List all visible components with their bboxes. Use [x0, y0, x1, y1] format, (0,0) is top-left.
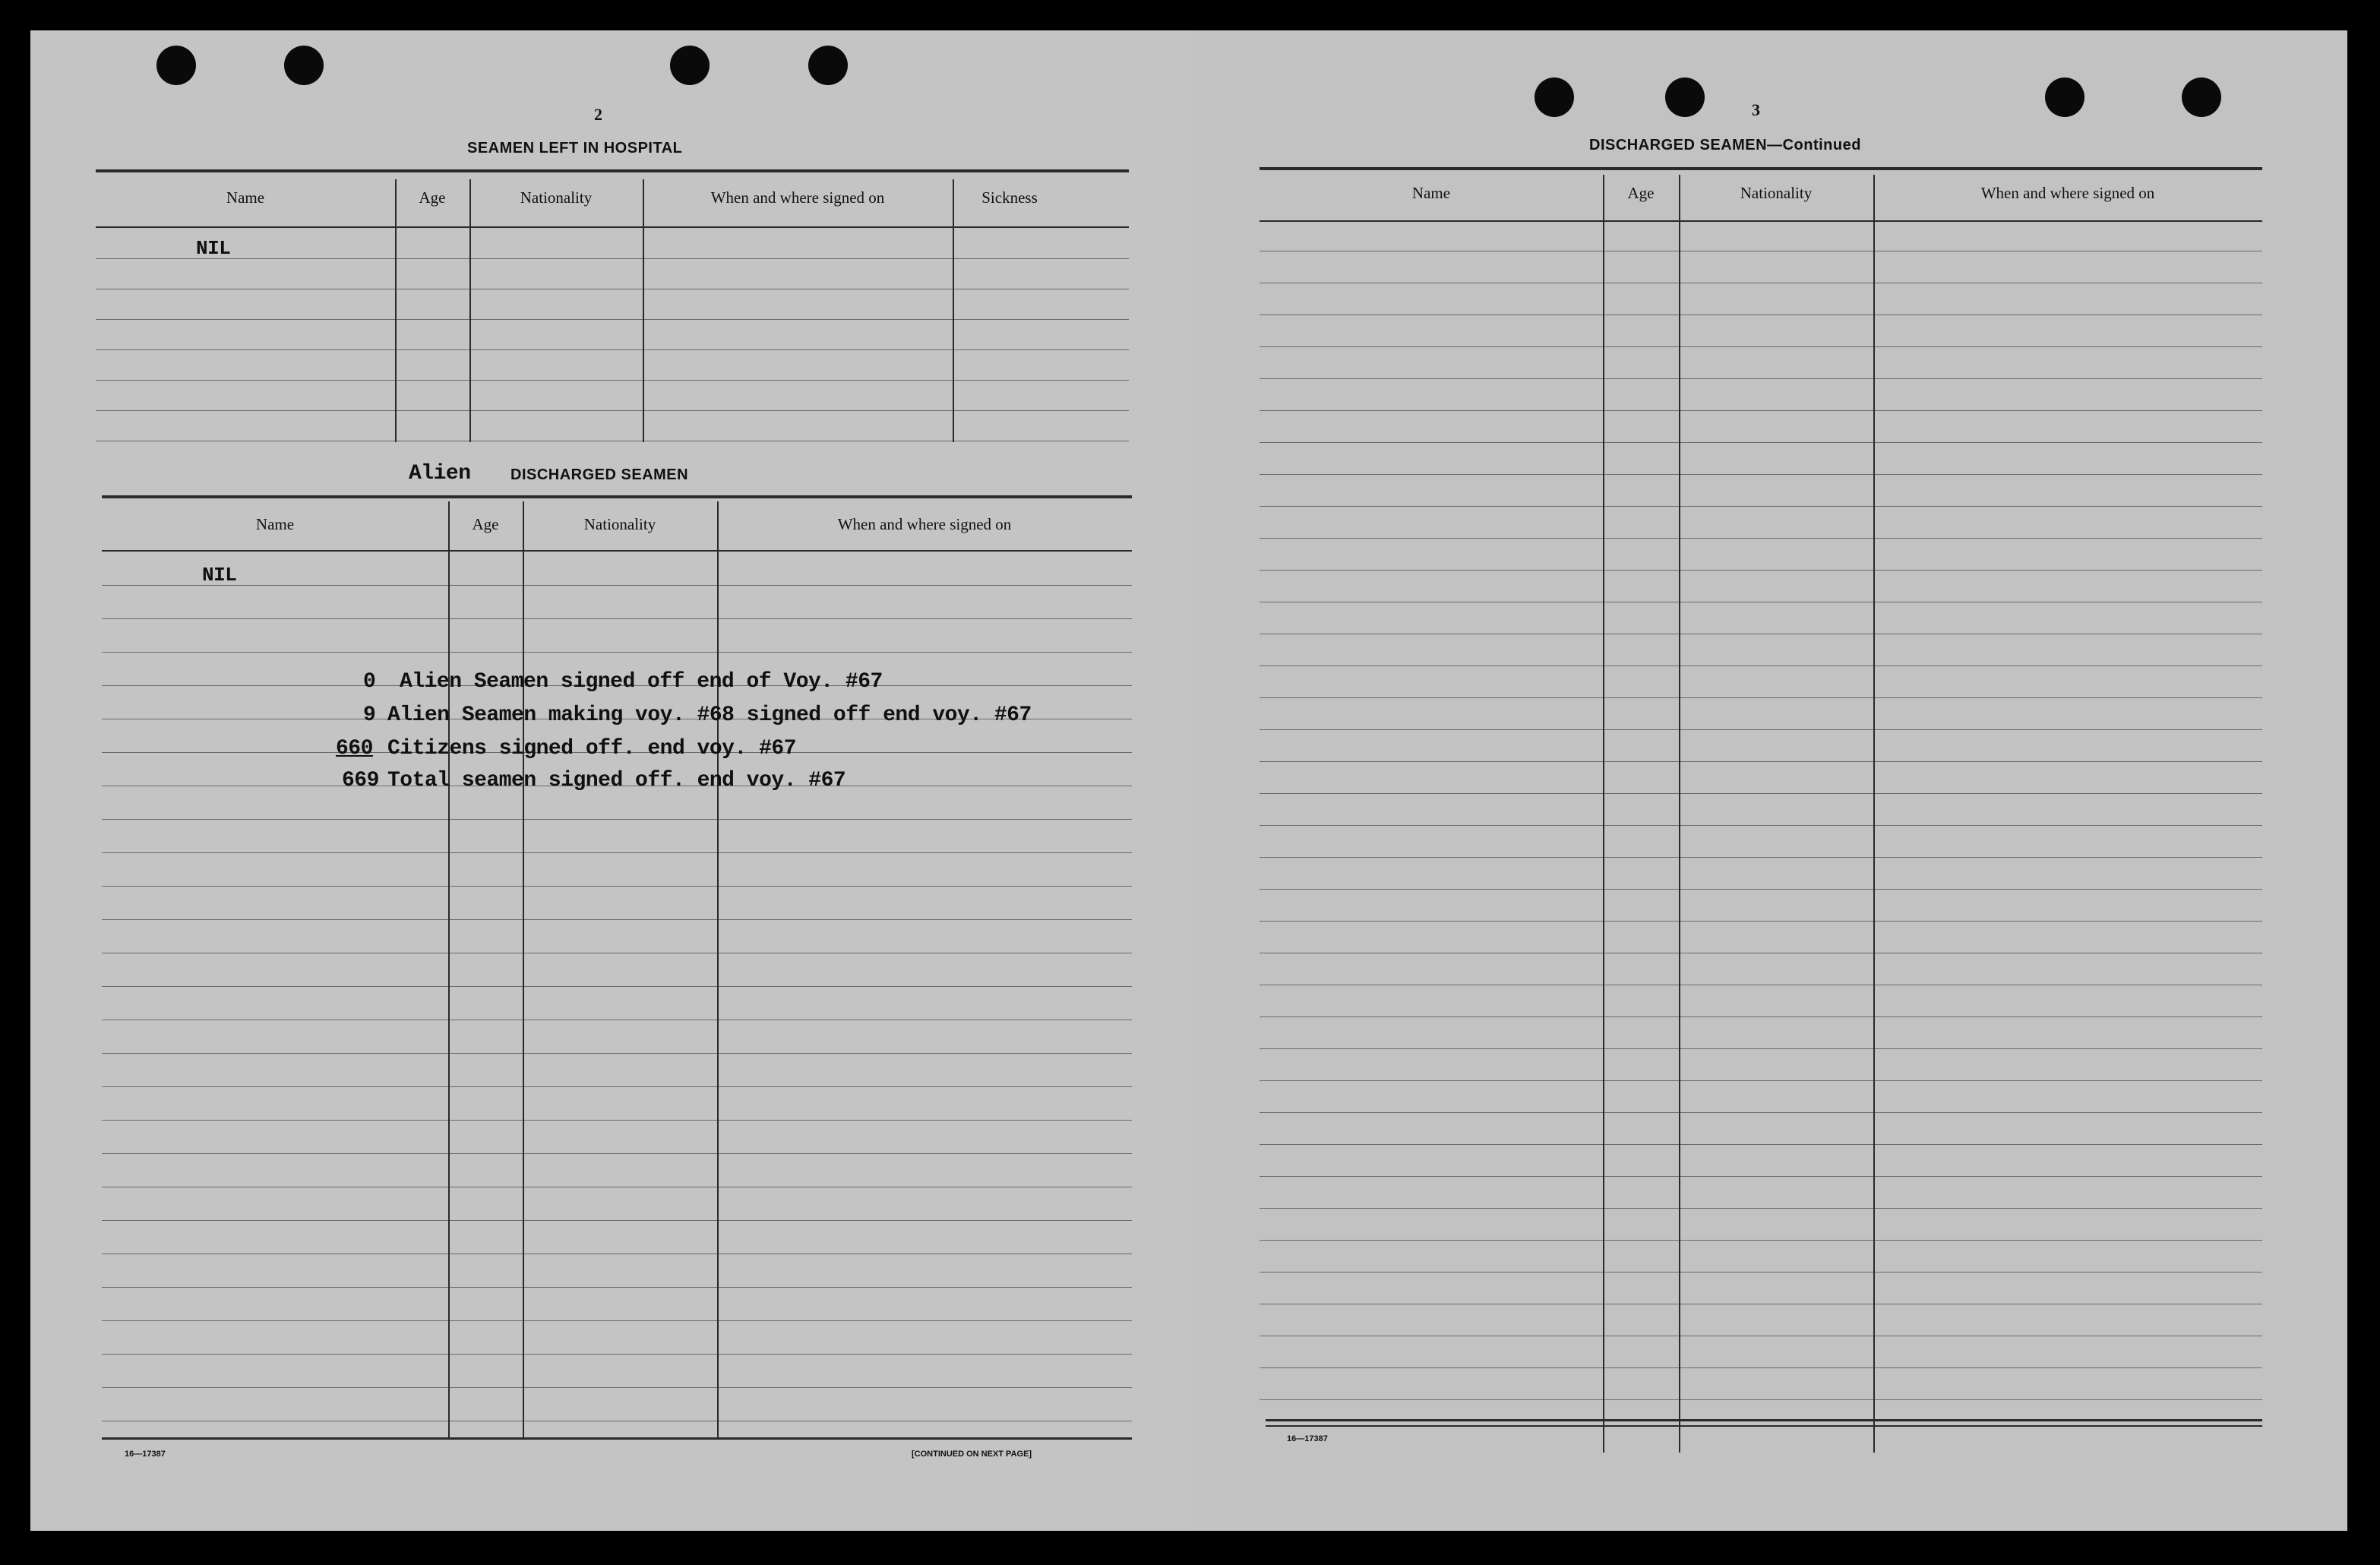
punch-hole: [670, 46, 710, 85]
ruled-line: [1260, 1144, 2262, 1145]
ruled-line: [1260, 1112, 2262, 1113]
punch-hole: [808, 46, 848, 85]
summary-text: Total seamen signed off. end voy. #67: [387, 769, 846, 792]
table-top-rule: [102, 495, 1132, 498]
ruled-line: [1260, 1208, 2262, 1209]
column-divider: [448, 501, 450, 1437]
punch-hole: [2045, 77, 2084, 117]
ruled-line: [102, 852, 1132, 853]
continued-note: [CONTINUED ON NEXT PAGE]: [912, 1450, 1032, 1459]
ruled-line: [1260, 410, 2262, 411]
column-header-age: Age: [419, 188, 446, 207]
column-header-name: Name: [255, 515, 295, 533]
ruled-line: [1260, 1080, 2262, 1081]
ruled-line: [1260, 1048, 2262, 1049]
punch-hole: [1665, 77, 1705, 117]
column-divider: [523, 501, 524, 1437]
column-divider: [469, 179, 471, 442]
form-number: 16—17387: [125, 1450, 166, 1459]
ruled-line: [102, 1320, 1132, 1321]
column-header-signed-on: When and where signed on: [1980, 184, 2155, 202]
ruled-line: [1260, 857, 2262, 858]
header-rule: [1260, 220, 2262, 222]
ruled-line: [102, 1053, 1132, 1054]
ruled-line: [102, 1354, 1132, 1355]
ruled-line: [1260, 1399, 2262, 1400]
table-bottom-rule: [1266, 1419, 2262, 1421]
ruled-line: [1260, 506, 2262, 507]
ruled-line: [1260, 793, 2262, 794]
ruled-line: [102, 1120, 1132, 1121]
column-header-nationality: Nationality: [583, 515, 656, 533]
form-number: 16—17387: [1287, 1434, 1328, 1443]
ruled-line: [96, 349, 1129, 350]
punch-hole: [284, 46, 324, 85]
ruled-line: [96, 380, 1129, 381]
ruled-line: [1260, 1016, 2262, 1017]
ruled-line: [96, 319, 1129, 320]
column-divider: [953, 179, 954, 442]
column-header-signed-on: When and where signed on: [710, 188, 885, 207]
column-divider: [717, 501, 719, 1437]
right-page: [1193, 30, 2347, 1531]
ruled-line: [1260, 570, 2262, 571]
table-bottom-rule: [102, 1437, 1132, 1440]
summary-count: 660: [336, 737, 373, 760]
ruled-line: [1260, 346, 2262, 347]
header-rule: [102, 550, 1132, 552]
punch-hole: [1535, 77, 1574, 117]
summary-count: 669: [342, 769, 379, 792]
ruled-line: [102, 919, 1132, 920]
column-divider: [395, 179, 397, 442]
ruled-line: [1260, 1367, 2262, 1368]
ruled-line: [1260, 697, 2262, 698]
left-page: [30, 30, 1193, 1531]
page-number: 2: [594, 105, 602, 124]
ruled-line: [1260, 378, 2262, 379]
column-header-signed-on: When and where signed on: [837, 515, 1012, 533]
ruled-line: [102, 1153, 1132, 1154]
discharged-entry: NIL: [202, 564, 237, 586]
ruled-line: [102, 819, 1132, 820]
ruled-line: [1260, 442, 2262, 443]
ruled-line: [1260, 474, 2262, 475]
summary-count: 9: [363, 703, 376, 727]
summary-count: 0: [363, 670, 376, 694]
column-divider: [1873, 175, 1875, 1453]
table-top-rule: [96, 169, 1129, 172]
ruled-line: [1260, 825, 2262, 826]
header-rule: [96, 226, 1129, 228]
hospital-section-title: SEAMEN LEFT IN HOSPITAL: [467, 140, 683, 156]
column-header-nationality: Nationality: [1740, 184, 1813, 202]
ruled-line: [96, 410, 1129, 411]
continued-section-title: DISCHARGED SEAMEN—Continued: [1589, 137, 1861, 153]
ruled-line: [1260, 1176, 2262, 1177]
column-header-sickness: Sickness: [981, 188, 1038, 207]
alien-stamp: Alien: [409, 462, 471, 485]
ruled-line: [102, 986, 1132, 987]
summary-text: Citizens signed off. end voy. #67: [387, 737, 796, 760]
column-header-age: Age: [1627, 184, 1655, 202]
ruled-line: [102, 1387, 1132, 1388]
ruled-line: [102, 618, 1132, 619]
hospital-entry: NIL: [196, 237, 231, 260]
ruled-line: [1260, 538, 2262, 539]
punch-hole: [2182, 77, 2221, 117]
punch-hole: [156, 46, 196, 85]
column-header-nationality: Nationality: [520, 188, 593, 207]
ruled-line: [102, 1220, 1132, 1221]
ruled-line: [1260, 921, 2262, 922]
ruled-line: [102, 1287, 1132, 1288]
page-number: 3: [1752, 100, 1760, 119]
column-divider: [1603, 175, 1604, 1453]
column-divider: [643, 179, 644, 442]
ruled-line: [1260, 761, 2262, 762]
summary-text: Alien Seamen signed off end of Voy. #67: [400, 670, 883, 694]
ruled-line: [1260, 1272, 2262, 1273]
discharged-section-title: DISCHARGED SEAMEN: [510, 466, 689, 483]
column-header-age: Age: [472, 515, 499, 533]
ruled-line: [1260, 1240, 2262, 1241]
ruled-line: [1260, 729, 2262, 730]
column-header-name: Name: [1411, 184, 1451, 202]
ruled-line: [102, 886, 1132, 887]
table-bottom-rule: [1266, 1425, 2262, 1427]
column-divider: [1679, 175, 1680, 1453]
ruled-line: [102, 585, 1132, 586]
ruled-line: [1260, 889, 2262, 890]
summary-text: Alien Seamen making voy. #68 signed off end voy. #67: [387, 703, 1032, 727]
ruled-line: [96, 258, 1129, 259]
ruled-line: [102, 1086, 1132, 1087]
column-header-name: Name: [226, 188, 265, 207]
table-top-rule: [1260, 167, 2262, 170]
ruled-line: [102, 652, 1132, 653]
